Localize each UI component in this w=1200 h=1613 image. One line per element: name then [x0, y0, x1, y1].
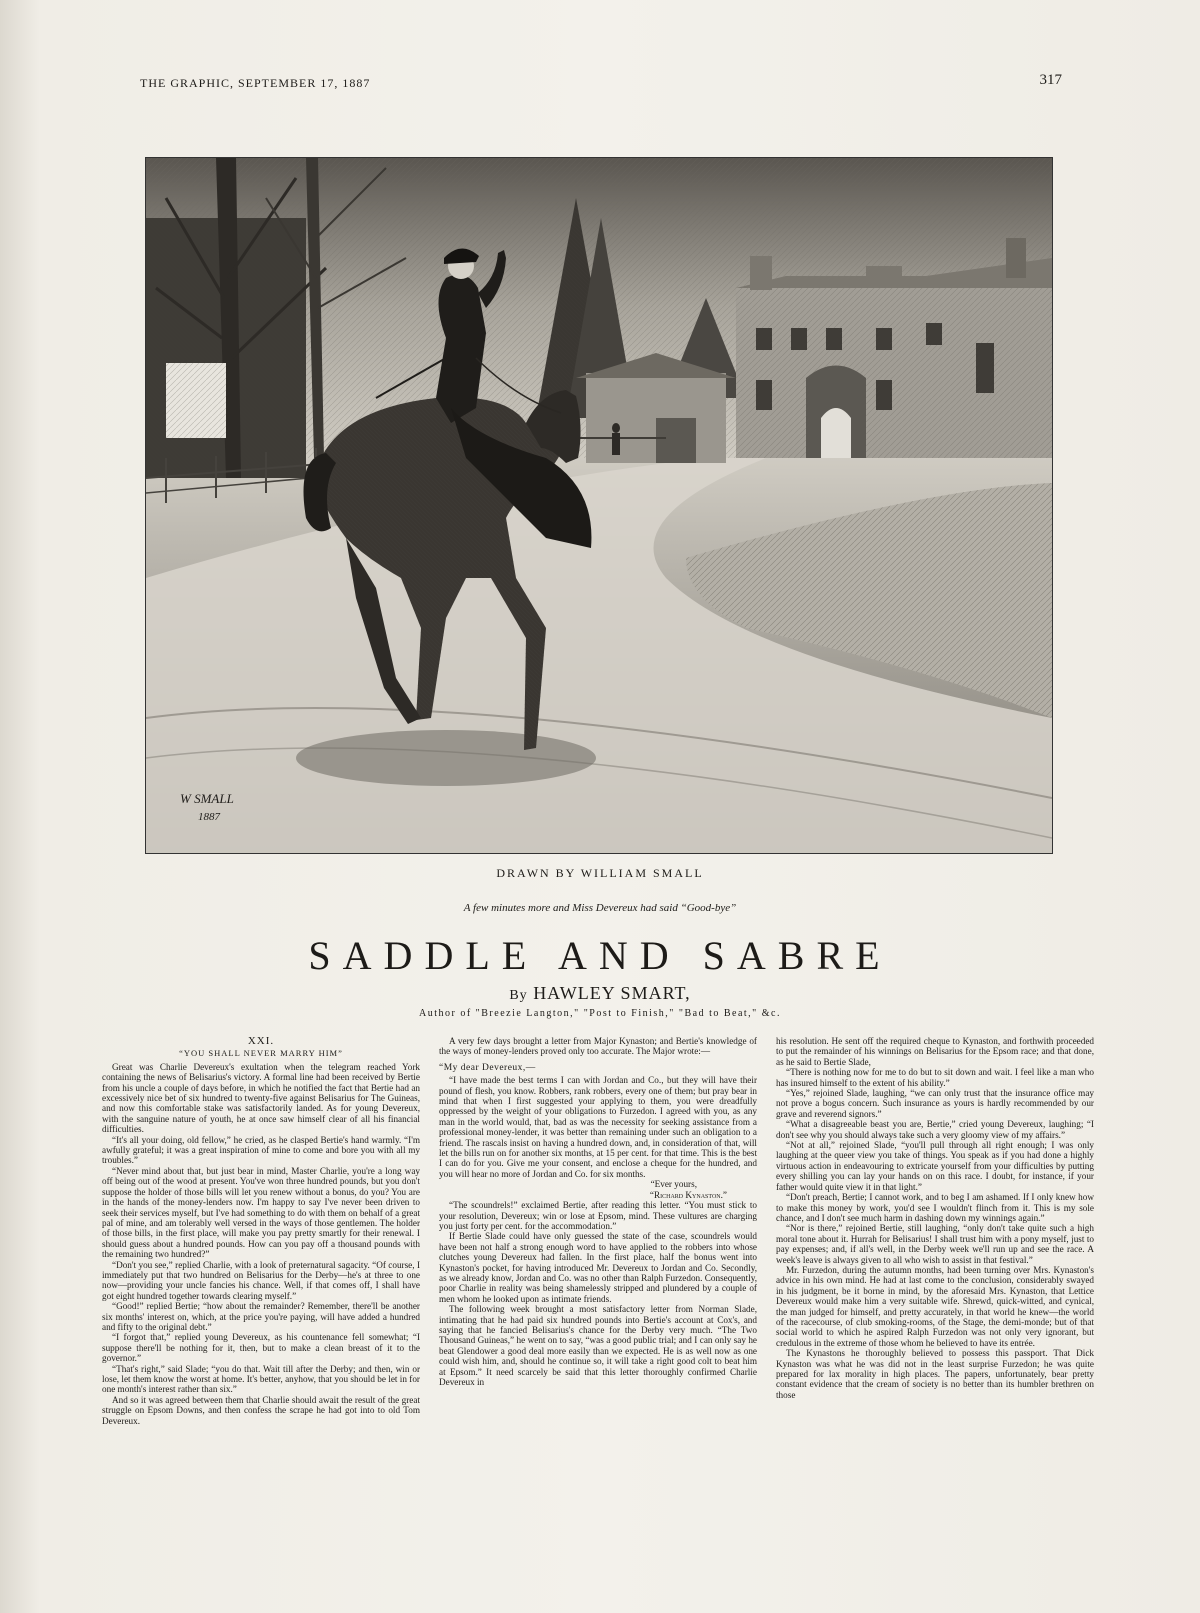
paragraph: “Not at all,” rejoined Slade, “you'll pull through all right enough; I was only laughing at the queer view you take of things. You speak as if you had done a highly virtuous action in endeavouring to extricate yourself from your difficulties by putting every shilling you can lay your hands on on this race. I doubt, for instance, if your father would quite view it in that light.” — [776, 1140, 1094, 1192]
horse-rider-engraving — [146, 158, 1052, 853]
paragraph: Mr. Furzedon, during the autumn months, had been turning over Mrs. Kynaston's advice in his own mind. He had at last come to the conclusion, considerably swayed in his judgment, be it borne in mind, by the aforesaid Mrs. Kynaston, that Lettice Devereux would make him a very suitable wife. Shrewd, quick-witted, and cynical, the man judged for himself, and pretty accurately, in that world he knew—the world of the racecourse, of club smoking-rooms, of the Stage, the demi-monde; but of that social world to which he aspired Ralph Furzedon was not only very ignorant, but credulous in the extreme of those whom he believed to have its entrée. — [776, 1264, 1094, 1348]
paragraph: The Kynastons he thoroughly believed to possess this passport. That Dick Kynaston was what he was did not in the least surprise Furzedon; he was quite prepared for lax morality in high places. The papers, unfortunately, bear pretty constant evidence that the cream of society is no better than its humbler brethren on those — [776, 1348, 1094, 1400]
paragraph: Great was Charlie Devereux's exultation when the telegram reached York containing the news of Belisarius's victory. A formal line had been received by Bertie from his uncle a couple of days before, in which he notified the fact that Bertie had an excessively nice bet of six hundred to twenty-five against Belisarius for The Guineas, and now this comfortable stake was satisfactorily landed. As for young Devereux, with the sanguine nature of youth, he at once saw himself clear of all his financial difficulties. — [102, 1061, 420, 1135]
artist-signature-year: 1887 — [198, 811, 220, 823]
paragraph: “Never mind about that, but just bear in mind, Master Charlie, you're a long way off being out of the wood at present. You've won three hundred pounds, but you don't suppose the holder of those bills will let you renew without a bonus, do you? You are in the hands of the money-lenders now. I'm happy to say I've never been driven to seek their services myself, but I've had something to do with them on behalf of a great pal of mine, and am tolerably well versed in the ways of those gentlemen. The holder of those bills, in the first place, will make you pay pretty smartly for their renewal. I should guess about a hundred pounds. How can you pay off a thousand pounds with the remaining two hundred?” — [102, 1165, 420, 1260]
text-column-2 — [439, 1036, 757, 1576]
paragraph: A very few days brought a letter from Major Kynaston; and Bertie's knowledge of the ways of money-lenders proved only too accurate. The Major wrote:— — [439, 1036, 757, 1057]
chapter-number: XXI. — [247, 1036, 275, 1047]
letter-signoff: “Ever yours, — [650, 1179, 697, 1190]
paragraph: The following week brought a most satisfactory letter from Norman Slade, intimating that he had paid six hundred pounds into Bertie's account at Cox's, and saying that he fancied Belisarius's chance for the Derby very much. “The Two Thousand Guineas,” he went on to say, “was a good public trial; and I can only say he beat Glendower a good deal more easily than we expected. He is as well now as one could wish him, and, should he continue so, it will take a right good colt to beat him at Epsom.” It need scarcely be said that this letter thoroughly confirmed Charlie Devereux in — [439, 1304, 757, 1387]
paragraph: “I forgot that,” replied young Devereux, as his countenance fell somewhat; “I suppose there'll be nothing for it, then, but to make a clean breast of it to the governor.” — [102, 1332, 420, 1364]
byline — [0, 983, 1200, 1004]
artist-signature: W SMALL — [180, 791, 234, 806]
text-column-1 — [102, 1036, 420, 1576]
illustration-credit: DRAWN BY WILLIAM SMALL — [496, 866, 704, 880]
paragraph: his resolution. He sent off the required cheque to Kynaston, and forthwith proceeded to put the remainder of his winnings on Belisarius for the Epsom race; and that done, as he said to Bertie Slade, — [776, 1036, 1094, 1067]
paragraph: “What a disagreeable beast you are, Bertie,” cried young Devereux, laughing; “I don't see why you should always take such a very gloomy view of my affairs.” — [776, 1119, 1094, 1140]
paragraph: “Good!” replied Bertie; “how about the remainder? Remember, there'll be another six months' interest on, which, at the price you're paying, will have added a hundred and fifty to the original debt.” — [102, 1301, 420, 1332]
paragraph: “That's right,” said Slade; “you do that. Wait till after the Derby; and then, win or lose, let them know the worst at home. It's better, anyhow, that you should be let in for one month's interest rather than six.” — [102, 1363, 420, 1395]
paragraph: “Don't preach, Bertie; I cannot work, and to beg I am ashamed. If I only knew how to make this money by work, you'd see I wouldn't flinch from it. This is my sole chance, and I don't see much harm in dashing down my winnings again.” — [776, 1192, 1094, 1223]
engraving-illustration — [145, 157, 1053, 854]
letter-body: “I have made the best terms I can with Jordan and Co., but they will have their pound of flesh, you know. Robbers, rank robbers, every one of them; but pray bear in mind that when I first suggested your applying to them, you were dreadfully oppressed by the weight of your obligations to Furzedon. I agreed with you, as any man in the world would, that, bad as was the necessity for seeking assistance from a professional money-lender, it was better than remaining under such an obligation to a friend. The rascals insist on having a hundred down, and, in consideration of that, will let the bills run on for another six months, at 15 per cent. for that time. This is the best I can do for you. Give me your consent, and enclose a cheque for the hundred, and you will hear no more of Jordan and Co. for six months. — [439, 1075, 757, 1179]
paragraph: “The scoundrels!” exclaimed Bertie, after reading this letter. “You must stick to your resolution, Devereux; win or lose at Epsom, mind. These vultures are charging you just forty per cent. for the accommodation.” — [439, 1200, 757, 1231]
running-head: THE GRAPHIC, SEPTEMBER 17, 1887 — [140, 76, 371, 90]
paragraph: “Nor is there,” rejoined Bertie, still laughing, “only don't take quite such a high moral tone about it. Hurrah for Belisarius! I shall trust him with a pony myself, just to pay expenses; and, if all's well, in the Derby week we'll run up and see the race. A week's leave is always given to all who wish to assist in that festival.” — [776, 1223, 1094, 1265]
page-number: 317 — [1039, 72, 1062, 88]
illustration-caption: A few minutes more and Miss Devereux had said “Good-bye” — [463, 902, 737, 914]
chapter-title: “YOU SHALL NEVER MARRY HIM” — [179, 1048, 343, 1059]
text-column-3 — [776, 1036, 1094, 1576]
letter-signature: “Richard Kynaston.” — [649, 1189, 727, 1200]
paragraph: “Yes,” rejoined Slade, laughing, “we can only trust that the insurance office may not prove a bogus concern. Such insurance as yours is hardly recommended by our grave and reverend signors.” — [776, 1088, 1094, 1119]
byline-prefix: By — [509, 988, 528, 1003]
author-works: Author of "Breezie Langton," "Post to Finish," "Bad to Beat," &c. — [419, 1008, 781, 1019]
paragraph: “There is nothing now for me to do but to sit down and wait. I feel like a man who has insured himself to the extent of his ability.” — [776, 1067, 1094, 1088]
paragraph: “It's all your doing, old fellow,” he cried, as he clasped Bertie's hand warmly. “I'm awfully grateful; it was a great inspiration of mine to come and bore you with all my troubles.” — [102, 1134, 420, 1166]
paragraph: If Bertie Slade could have only guessed the state of the case, scoundrels would have been not half a strong enough word to have applied to the robbers into whose clutches young Devereux had fallen. In the first place, half the bonus went into Kynaston's pocket, for having introduced Mr. Devereux to Jordan and Co. Secondly, as we already know, Jordan and Co. was no other than Ralph Furzedon. Consequently, poor Charlie in reality was being shamelessly stripped and plundered by a couple of men whom he looked upon as intimate friends. — [439, 1231, 757, 1304]
article-title: SADDLE AND SABRE — [308, 933, 892, 978]
letter-salutation: “My dear Devereux,— — [439, 1062, 536, 1073]
author-name: HAWLEY SMART, — [533, 983, 691, 1003]
paragraph: “Don't you see,” replied Charlie, with a look of preternatural sagacity. “Of course, I immediately put that two hundred on Belisarius for the Derby—he's at three to one now—providing your uncle fancies his chance. Well, if that comes off, I shall have got eight hundred together towards clearing myself.” — [102, 1259, 420, 1301]
paragraph: And so it was agreed between them that Charlie should await the result of the great struggle on Epsom Downs, and then confess the scrape he had got into to old Tom Devereux. — [102, 1394, 420, 1426]
